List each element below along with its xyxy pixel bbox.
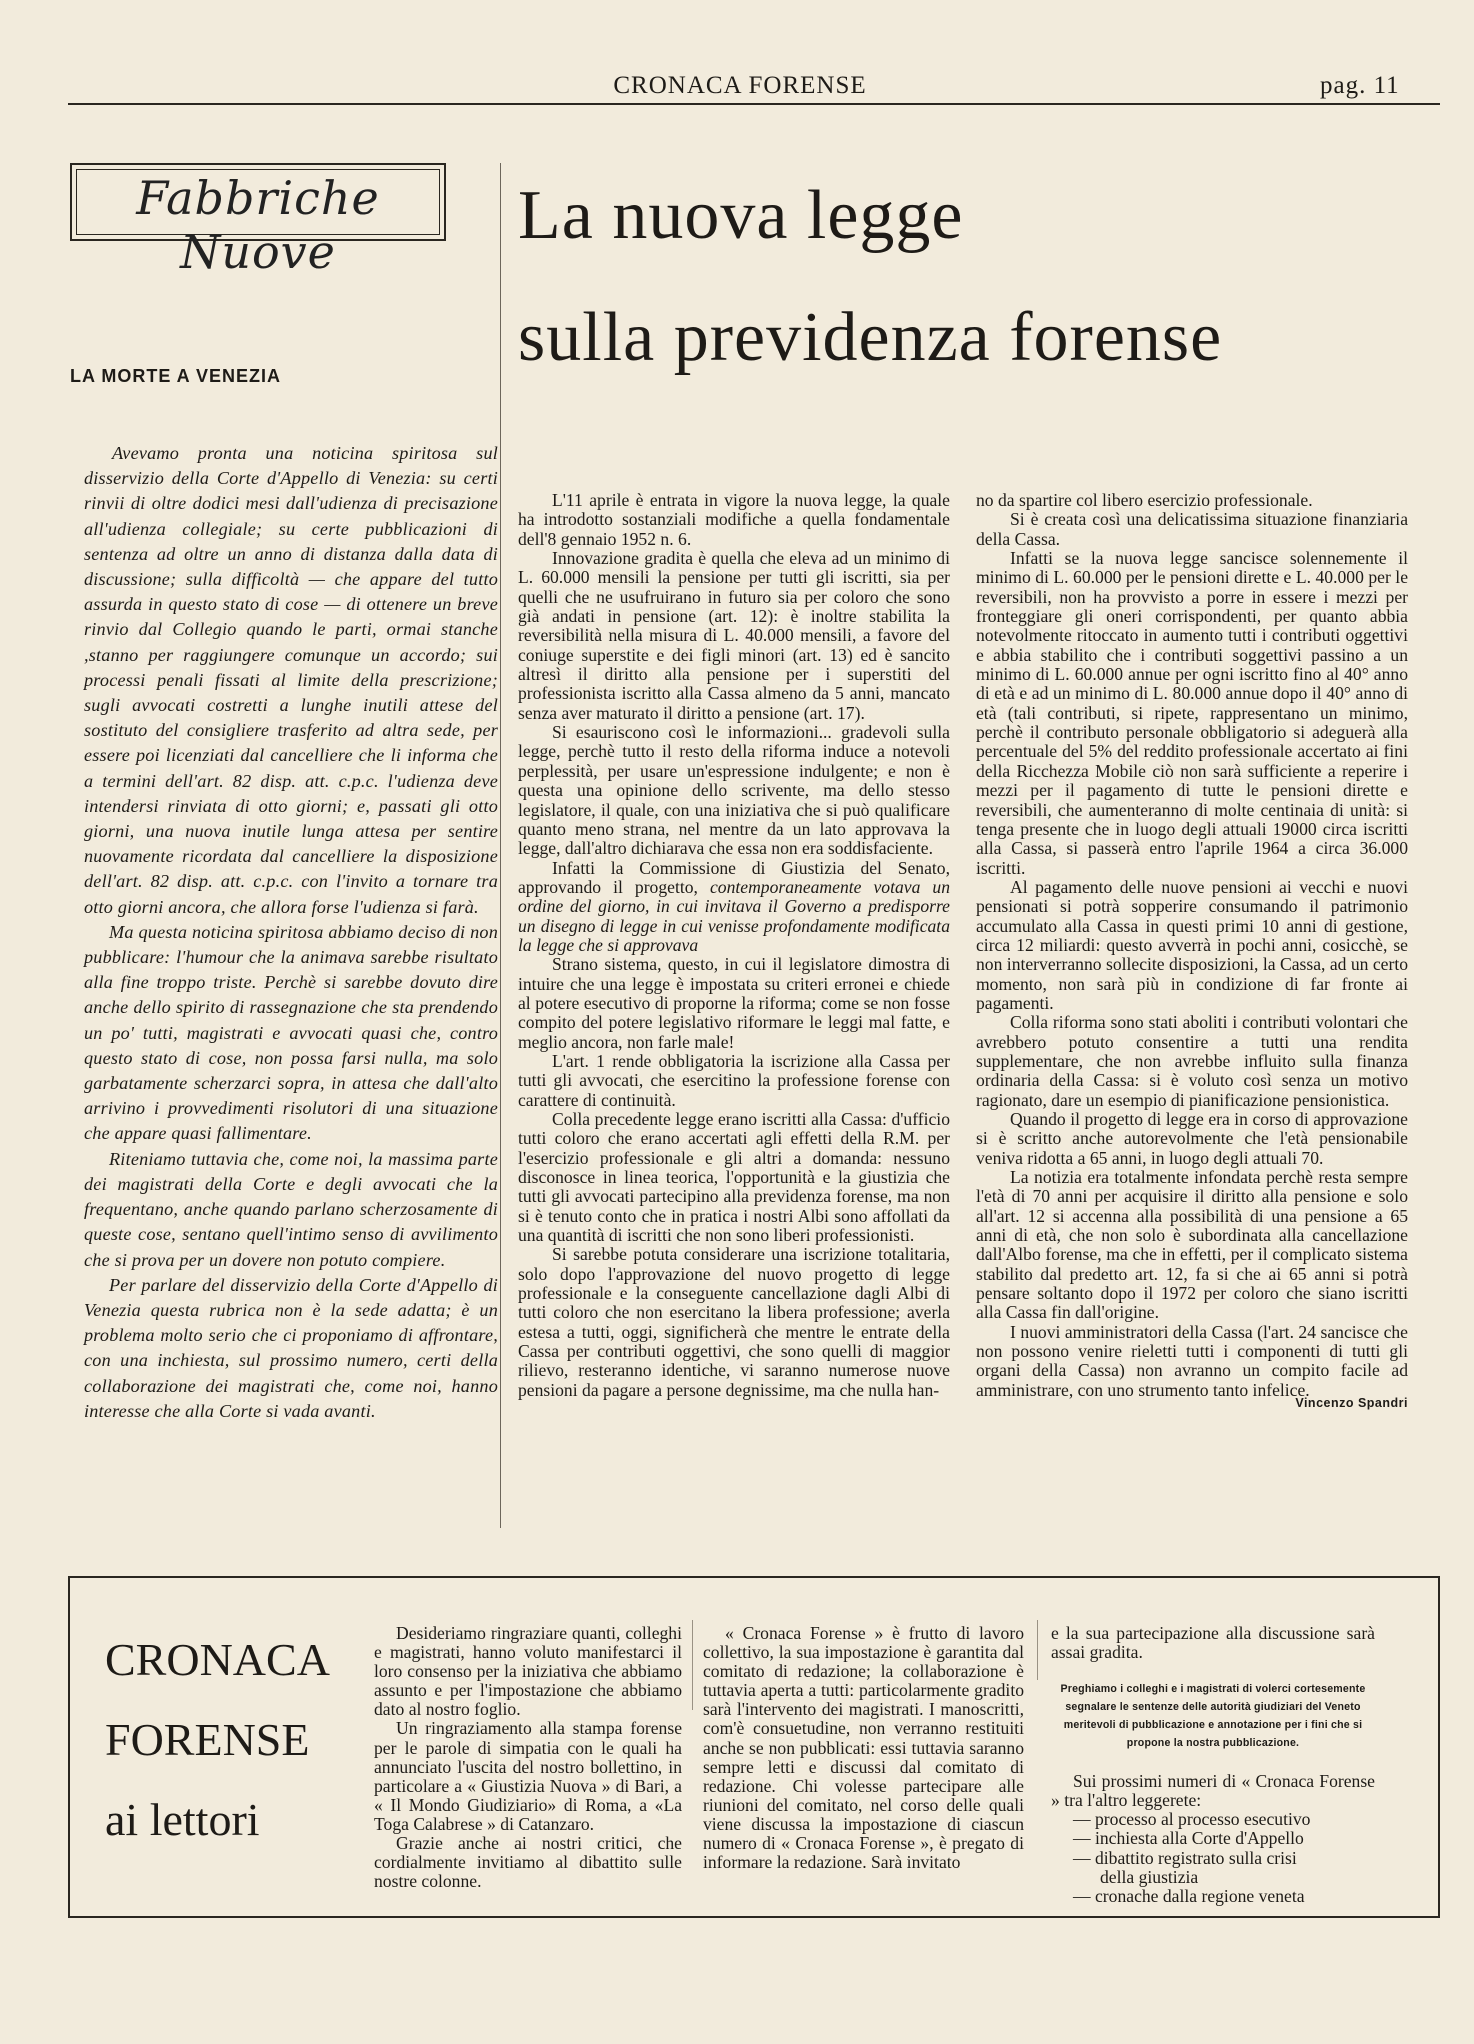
lettori-title [105,1620,345,1860]
article-paragraph: Colla precedente legge erano iscritti alla Cassa: d'ufficio tutti coloro che erano accertati agli effetti della R.M. per l'esercizio professionale e gli altri a domanda: nessuno disconosce in linea teorica, l'opportunità e la giustizia che tutti gli avvocati partecipino alla previdenza forense, ma non si è tenuto conto che in pratica i nostri Albi sono affollati da una quantità di iscritti che non sono liberi professionisti. [518,1109,950,1246]
left-paragraph: Ma questa noticina spiritosa abbiamo deciso di non pubblicare: l'humour che la animava sarebbe risultato alla fine troppo triste. Perchè si sarebbe dovuto dire anche dello spirito di rassegnazione che sta prendendo un po' tutti, magistrati e avvocati quasi che, contro questo stato di cose, non possa farsi nulla, ma solo garbatamente scherzarci sopra, in attesa che dall'alto arrivino i provvedimenti risolutori di una situazione che appare quasi fallimentare. [84,921,498,1144]
article-title-line-1: La nuova legge [518,177,964,254]
left-paragraph: Per parlare del disservizio della Corte d'Appello di Venezia questa rubrica non è la sede adatta; è un problema molto serio che ci proponiamo di affrontare, con una inchiesta, sul prossimo numero, certi della collaborazione dei magistrati che, come noi, hanno interesse che alla Corte si vada avanti. [84,1274,498,1421]
article-title-line-2: sulla previdenza forense [518,299,1223,376]
column-divider [692,1620,693,1710]
left-paragraph: Avevamo pronta una noticina spiritosa sul disservizio della Corte d'Appello di Venezia: su certi rinvii di oltre dodici mesi dall'udienza di precisazione all'udienza collegiale; su certe pubblicazioni di sentenza ad oltre un anno di distanza dalla data di discussione; sulla difficoltà — che appare del tutto assurda in questo stato di cose — di ottenere un breve rinvio dal Collegio quando le parti, ormai stanche ,stanno per raggiungere comunque un accordo; sui processi penali fissati al limite della prescrizione; sugli avvocati costretti a lunghe inutili attese del sostituto del consigliere trasferito ad altra sede, per essere poi licenziati dal cancelliere che li informa che a termini dell'art. 82 disp. att. c.p.c. l'udienza deve intendersi rinviata di otto giorni; e, passati gli otto giorni, una nuova inutile lunga attesa per sentire nuovamente ricordata dal cancelliere la disposizione dell'art. 82 disp. att. c.p.c. con l'invito a tornare tra otto giorni ancora, che allora forse l'udienza si farà. [84,443,498,917]
article-paragraph: Strano sistema, questo, in cui il legislatore dimostra di intuire che una legge è impostata su criteri erronei e chiede al potere esecutivo di proporne la riforma; come se non fosse compito del potere legislativo riformare le leggi mal fatte, e meglio ancora, non farle male! [518,954,950,1052]
running-title: CRONACA FORENSE [613,72,867,99]
author-signature: Vincenzo Spandri [1295,1396,1408,1411]
lettori-paragraph: Un ringraziamento alla stampa forense per le parole di simpatia con le quali ha annunciato l'uscita del nostro bollettino, in particolare a « Giustizia Nuova » di Bari, a « Il Mondo Giudiziario» di Roma, a «La Toga Calabrese » di Catanzaro. [374,1718,682,1834]
list-item: — dibattito registrato sulla crisi [1073,1847,1297,1868]
article-text: Infatti la Commissione di Giustizia del Senato, approvando il progetto, [518,857,950,897]
lettori-paragraph: Sui prossimi numeri di « Cronaca Forense » tra l'altro leggerete: [1051,1771,1375,1811]
article-column-2 [976,491,1408,1414]
lettori-title-line-1: CRONACA [105,1634,330,1685]
article-paragraph: L'11 aprile è entrata in vigore la nuova legge, la quale ha introdotto sostanziali modifiche a quella fondamentale dell'8 gennaio 1952 n. 6. [518,490,950,549]
lettori-column-2 [703,1624,1024,1872]
page-number: pag. 11 [1320,72,1400,99]
article-paragraph: Innovazione gradita è quella che eleva ad un minimo di L. 60.000 mensili la pensione per tutti gli iscritti, sia per quelli che ne usufruirano in futuro sia per coloro che sono già andati in pensione (art. 12): è inoltre stabilita la reversibilità nella misura di L. 40.000 mensili, a favore del coniuge superstite e dei figli minori (art. 13) ed è sancito altresì il diritto alla pensione per i superstiti del professionista iscritto alla Cassa almeno da 5 anni, mancato senza aver maturato il diritto a pensione (art. 17). [518,548,950,723]
column-divider [1037,1620,1038,1680]
article-paragraph: no da spartire col libero esercizio professionale. [976,490,1313,510]
lettori-paragraph: Desideriamo ringraziare quanti, colleghi e magistrati, hanno voluto manifestarci il loro consenso per la iniziativa che abbiamo assunto e per l'impostazione che abbiamo dato al nostro foglio. [374,1623,682,1720]
lettori-paragraph: « Cronaca Forense » è frutto di lavoro collettivo, la sua impostazione è garantita dal comitato di redazione; la collaborazione è tuttavia aperta a tutti: particolarmente gradito sarà l'intervento dei magistrati. I manoscritti, com'è consuetudine, non verranno restituiti anche se non pubblicati: essi tuttavia saranno sempre letti e discussi dal comitato di redazione. Chi volesse partecipare alle riunioni del comitato, nel corso delle quali viene discussa la impostazione di ciascun numero di « Cronaca Forense », è pregato di informare la redazione. Sarà invitato [703,1623,1024,1873]
lettori-paragraph: Grazie anche ai nostri critici, che cordialmente invitiamo al dibattito sulle nostre colonne. [374,1833,682,1892]
article-paragraph: Infatti se la nuova legge sancisce solennemente il minimo di L. 60.000 per le pensioni dirette e L. 40.000 per le reversibili, non ha provvisto a porre in essere i mezzi per fronteggiare gli oneri corrispondenti, per quanto abbia notevolmente ritoccato in aumento tutti i contributi oggettivi e abbia stabilito che i contributi soggettivi passino a un minimo di L. 60.000 annue per ogni iscritto fino al 40° anno di età e ad un minimo di L. 80.000 annue dopo il 40° anno di età (tali contributi, si ripete, rappresentano un minimo, perchè il contributo personale obbligatorio si adeguerà alla percentuale del 5% del reddito professionale accertato ai fini della Ricchezza Mobile ciò non sarà sufficiente a reperire i mezzi per il pagamento di tutte le pensioni dirette e reversibili, che aumenteranno di molte centinaia di unità: si tenga presente che in luogo degli attuali 19000 circa iscritti alla Cassa, si passerà entro l'aprile 1964 a circa 36.000 iscritti. [976,548,1408,878]
article-paragraph: La notizia era totalmente infondata perchè resta sempre l'età di 70 anni per acquisire il diritto alla pensione e solo all'art. 12 si accenna alla possibilità di una pensione a 65 anni di età, che non solo è subordinata alla cancellazione dall'Albo forense, ma che in effetti, per il complicato sistema stabilito dal predetto art. 12, fa si che ai 65 anni si potrà pensare soltanto dopo il 1972 per coloro che siano iscritti alla Cassa fin dall'origine. [976,1167,1408,1323]
article-paragraph: Si è creata così una delicatissima situazione finanziaria della Cassa. [976,509,1408,549]
article-column-1 [518,491,950,1400]
lettori-title-line-3: ai lettori [105,1794,260,1845]
lettori-title-line-2: FORENSE [105,1714,310,1765]
lettori-column-1 [374,1624,682,1891]
article-paragraph [518,859,950,956]
lettori-column-3 [1051,1624,1375,1906]
article-paragraph: Colla riforma sono stati aboliti i contributi volontari che avrebbero potuto consentire a tutti una rendita supplementare, che non avrebbe influito sulla finanza ordinaria della Cassa: si è voluto così senza un motivo ragionato, dare un esempio di pianificazione pensionistica. [976,1012,1408,1110]
column-divider [500,163,501,1528]
list-item: — inchiesta alla Corte d'Appello [1073,1828,1304,1849]
left-paragraph: Riteniamo tuttavia che, come noi, la massima parte dei magistrati della Corte e degli avvocati che la frequentano, anche quando parlano scherzosamente di queste cose, sentano quell'intimo senso di avvilimento che si prova per un dovere non potuto compiere. [84,1148,498,1270]
list-item: — processo al processo esecutivo [1073,1809,1311,1830]
rubric-box [70,163,446,279]
lettori-paragraph: e la sua partecipazione alla discussione sarà assai gradita. [1051,1623,1375,1663]
article-paragraph: Si sarebbe potuta considerare una iscrizione totalitaria, solo dopo l'approvazione del nuovo progetto di legge professionale e la conseguente cancellazione dagli Albi di tutti coloro che non esercitano la libera professione; averla estesa a tutti, oggi, significherà che mentre le entrate della Cassa per contributi oggettivi, che sono quelli di maggior rilievo, resteranno identiche, vi saranno numerose nuove pensioni da pagare a persone degnissime, ma che nulla han- [518,1244,950,1400]
rubric-title: Fabbriche Nuove [136,171,380,279]
notice-text: Preghiamo i colleghi e i magistrati di volerci cortesemente segnalare le sentenze delle autorità giudiziari del Veneto meritevoli di pubblicazione e annotazione per i fini che si propone la nostra pubblicazione. [1060,1683,1366,1750]
article-paragraph: I nuovi amministratori della Cassa (l'art. 24 sancisce che non possono venire rieletti tutti i componenti di tutti gli organi della Cassa) non avranno un compito facile ad amministrare, con uno strumento tanto infelice. [976,1321,1408,1400]
left-heading: LA MORTE A VENEZIA [70,366,281,386]
left-article-body [84,441,498,1424]
article-paragraph: Quando il progetto di legge era in corso di approvazione si è scritto anche autorevolmente che l'età pensionabile veniva ridotta a 65 anni, in luogo degli attuali 70. [976,1109,1408,1168]
article-title [518,155,1458,399]
article-italic-text: contemporaneamente votava un ordine del giorno, in cui invitava il Governo a predisporre un disegno di legge in cui venisse profondamente modificata la legge che si approvava [518,876,950,955]
article-paragraph: Si esauriscono così le informazioni... gradevoli sulla legge, perchè tutto il resto della riforma induce a notevoli perplessità, per usare un'espressione indulgente; e non è questa una opinione dello scrivente, ma dello stesso legislatore, il quale, con una iniziativa che si può qualificare quanto meno strana, nel mentre da un lato approvava la legge, dall'altro dichiarava che essa non era soddisfaciente. [518,722,950,859]
list-item: — cronache dalla regione veneta [1073,1885,1305,1906]
header-rule [68,103,1440,105]
article-paragraph: Al pagamento delle nuove pensioni ai vecchi e nuovi pensionati si potrà sopperire consumando il patrimonio accumulato alla Cassa in questi primi 10 anni di gestione, circa 12 miliardi: questo avverrà in pochi anni, cosicchè, se non interverranno sollecite disposizioni, la Cassa, ad un certo momento, non sarà più in condizione di far fronte ai pagamenti. [976,876,1408,1013]
article-paragraph: L'art. 1 rende obbligatoria la iscrizione alla Cassa per tutti gli avvocati, che esercitino la professione forense con carattere di continuità. [518,1050,950,1110]
list-item: della giustizia [1100,1866,1199,1887]
